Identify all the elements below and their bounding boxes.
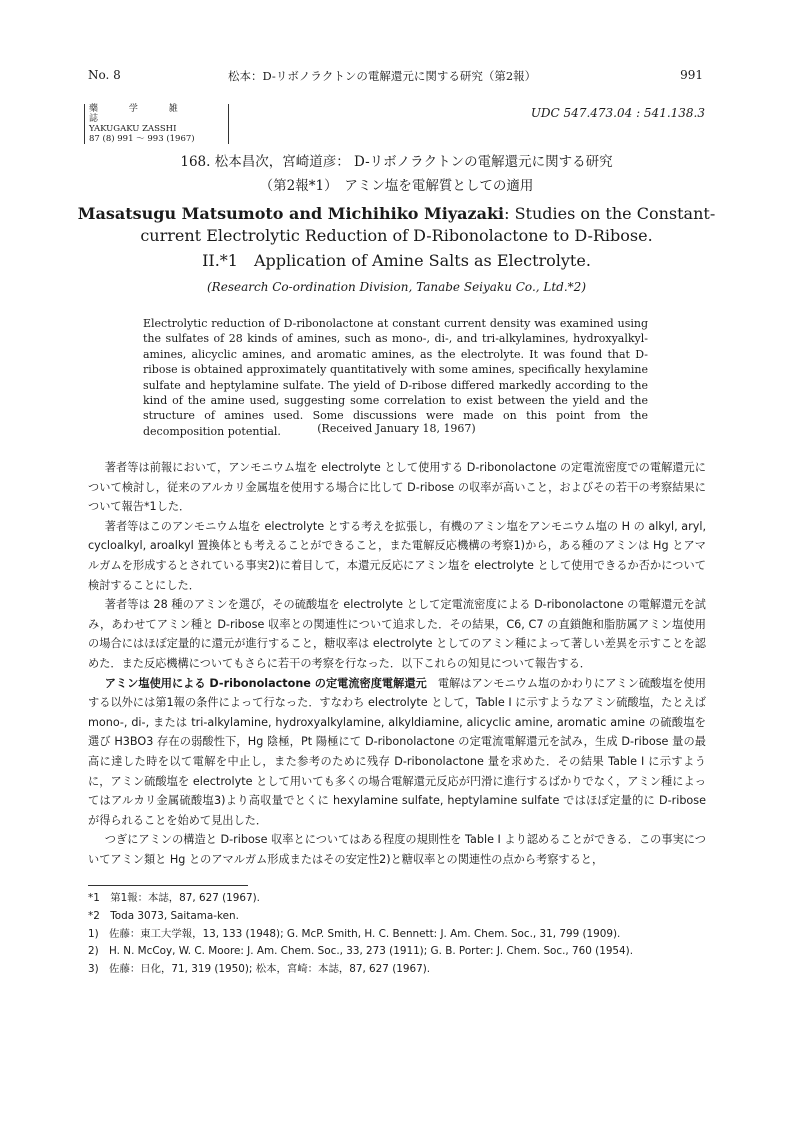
body-paragraph-4 (88, 674, 706, 831)
title-en-line3: II.*1 Application of Amine Salts as Electrolyte. (202, 251, 591, 270)
udc-code: UDC 547.473.04 : 541.138.3 (530, 106, 705, 120)
journal-citation: 87 (8) 991 ～ 993 (1967) (89, 134, 195, 144)
body-paragraph-1: 著者等は前報において，アンモニウム塩を electrolyte として使用する D-ribonolactone の定電流密度での電解還元について検討し，従来のアルカリ金属塩を使用する場合に比して D-ribose の収率が高いこと，およびその若干の考察結果について報告*1した． (88, 461, 706, 514)
body-text (88, 458, 706, 869)
footnote-1: *1 第1報：本誌，87, 627 (1967). (88, 892, 260, 904)
page-number: 991 (680, 68, 703, 82)
body-paragraph-5: つぎにアミンの構造と D-ribose 収率とについてはある程度の規則性を Table I より認めることができる．この事実についてアミン類と Hg とのアマルガム形成またはその安定性2)と糖収率との関連性の点から考察すると， (88, 833, 706, 866)
received-date: (Received January 18, 1967) (317, 422, 476, 435)
section-heading: アミン塩使用による D-ribonolactone の定電流密度電解還元 (104, 676, 427, 690)
abstract: Electrolytic reduction of D-ribonolactone at constant current density was examined using the sulfates of 28 kinds of amines, such as mono-, di-, and tri-alkylamines, hydroxyalkyl-amines, alicyclic amines, and aromatic amines, as the electrolyte. It was found that D-ribose is obtained approximately quantitatively with some amines, specifically hexylamine sulfate and heptylamine sulfate. The yield of D-ribose differed markedly according to the kind of the amine used, suggesting some correlation to exist between the yield and the structure of amines used. Some discussions were made on this point from the decomposition potential. (143, 317, 648, 438)
title-ja-line1: 168. 松本昌次，宮崎道彦： D-リボノラクトンの電解還元に関する研究 (180, 154, 613, 170)
body-paragraph-3: 著者等は 28 種のアミンを選び，その硫酸塩を electrolyte として定電流密度による D-ribonolactone の電解還元を試み，あわせてアミン種と D-ribose 収率との関連性について追求した．その結果，C6, C7 の直鎖飽和脂肪属アミン塩使用の場合にはほぼ定量的に還元が進行すること，糖収率は electrolyte としてのアミン種によって著しい差異を示すことを認めた．また反応機構についてもさらに若干の考察を行なった．以下これらの知見について報告する． (88, 598, 706, 670)
title-ja-line2: （第2報*1） アミン塩を電解質としての適用 (259, 178, 534, 194)
footnote-4: 2) H. N. McCoy, W. C. Moore: J. Am. Chem. Soc., 33, 273 (1911); G. B. Porter: J. Chem. Soc., 760 (1954). (88, 945, 634, 958)
footnote-5: 3) 佐藤：日化，71, 319 (1950); 松本，宮崎：本誌，87, 627 (1967). (88, 963, 431, 976)
affiliation: (Research Co-ordination Division, Tanabe Seiyaku Co., Ltd.*2) (207, 280, 586, 294)
title-en-line1-rest: : Studies on the Constant- (504, 204, 716, 223)
title-en-line2: current Electrolytic Reduction of D-Ribonolactone to D-Ribose. (140, 226, 653, 245)
body-paragraph-4-text: 電解はアンモニウム塩のかわりにアミン硫酸塩を使用する以外には第1報の条件によって行なった．すなわち electrolyte として，Table I に示すようなアミン硫酸塩，たとえば mono-, di-, または tri-alkylamine, hydroxyalkylamine, alkyldiamine, alicyclic amine, aromatic amine の硫酸塩を選び H3BO3 存在の弱酸性下，Hg 陰極，Pt 陽極にて D-ribonolactone の定電流電解還元を試み，生成 D-ribose 量の最高に達した時を以て電解を中止し，また参考のために残存 D-ribonolactone 量を求めた．その結果 Table I に示すように，アミン硫酸塩を electrolyte として用いても多くの場合電解還元反応が円滑に進行するばかりでなく，アミン種によってはアルカリ金属硫酸塩3)より高収量でとくに hexylamine sulfate, heptylamine sulfate ではほぼ定量的に D-ribose が得られることを始めて見出した． (88, 676, 706, 827)
journal-name: YAKUGAKU ZASSHI (89, 124, 177, 134)
footnote-3: 1) 佐藤：東工大学報，13, 133 (1948); G. McP. Smith, H. C. Bennett: J. Am. Chem. Soc., 31, 799 (1909). (88, 927, 621, 940)
page-label: No. 8 (88, 68, 121, 82)
title-en-line1 (0, 204, 793, 223)
running-title: 松本：D-リボノラクトンの電解還元に関する研究（第2報） (228, 69, 537, 83)
footnote-divider (88, 885, 248, 886)
journal-citation-box (84, 104, 229, 144)
footnotes (88, 890, 718, 979)
title-en-authors: Masatsugu Matsumoto and Michihiko Miyazaki (77, 204, 505, 223)
journal-kana: 藥 学 雑 誌 (89, 104, 192, 124)
body-paragraph-2: 著者等はこのアンモニウム塩を electrolyte とする考えを拡張し，有機のアミン塩をアンモニウム塩の H の alkyl, aryl, cycloalkyl, aroalkyl 置換体とも考えることができること，また電解反応機構の考察1)から，ある種のアミンは Hg とアマルガムを形成するとされている事実2)に着目して，本還元反応にアミン塩を electrolyte として使用できるか否かについて検討することにした． (88, 519, 706, 592)
footnote-2: *2 Toda 3073, Saitama-ken. (88, 909, 239, 922)
